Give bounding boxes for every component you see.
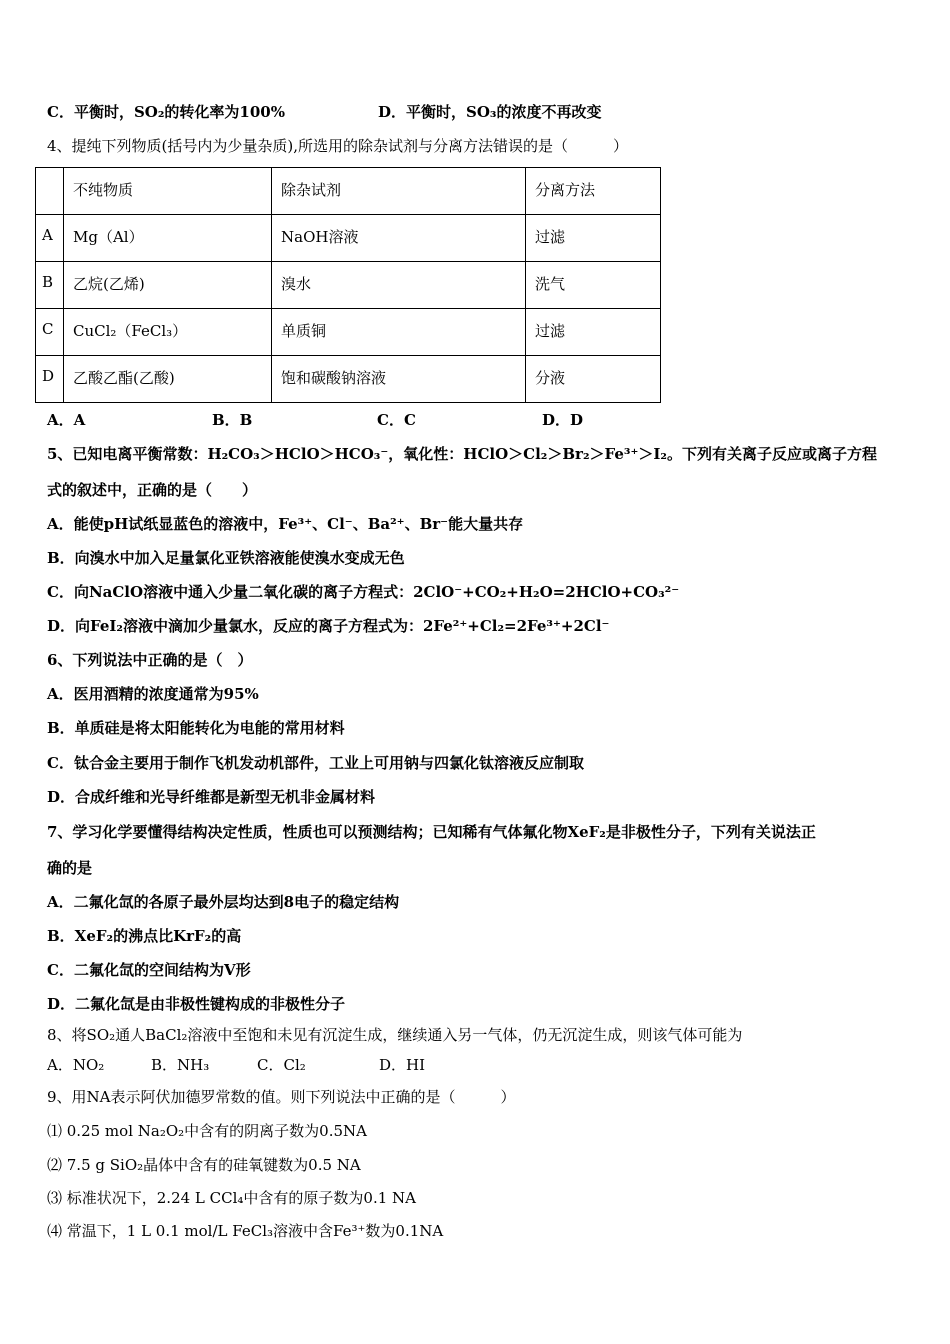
q6-stem: 6、下列说法中正确的是（ ） <box>47 651 253 669</box>
q7-stem-line1: 7、学习化学要懂得结构决定性质，性质也可以预测结构；已知稀有气体氟化物XeF₂是非极性分子，下列有关说法正 <box>47 823 816 841</box>
table-cell: B <box>36 262 64 309</box>
q4-table <box>35 167 661 403</box>
q7-stem-line2: 确的是 <box>47 859 93 877</box>
table-cell: C <box>36 309 64 356</box>
q6-option-b: B．单质硅是将太阳能转化为电能的常用材料 <box>47 719 345 737</box>
table-header-cell: 除杂试剂 <box>272 168 526 215</box>
q5-option-c: C．向NaClO溶液中通入少量二氧化碳的离子方程式：2ClO⁻+CO₂+H₂O=2HClO+CO₃²⁻ <box>47 583 680 601</box>
q7-option-a: A．二氟化氙的各原子最外层均达到8电子的稳定结构 <box>47 893 400 911</box>
q5-stem-line2: 式的叙述中，正确的是（ ） <box>47 481 258 499</box>
table-header-cell: 分离方法 <box>526 168 661 215</box>
q8-option-b: B．NH₃ <box>151 1056 210 1074</box>
table-cell: 乙酸乙酯(乙酸) <box>64 356 272 403</box>
q7-option-c: C．二氟化氙的空间结构为V形 <box>47 961 251 979</box>
table-row <box>36 262 661 309</box>
q4-option-d: D．D <box>542 411 584 429</box>
table-cell: 洗气 <box>526 262 661 309</box>
q8-options <box>47 1055 425 1075</box>
q9-stem: 9、用NA表示阿伏加德罗常数的值。则下列说法中正确的是（ ） <box>47 1088 516 1106</box>
table-header-cell: 不纯物质 <box>64 168 272 215</box>
q8-option-a: A．NO₂ <box>47 1056 105 1074</box>
table-cell: 分液 <box>526 356 661 403</box>
table-cell: 饱和碳酸钠溶液 <box>272 356 526 403</box>
q8-stem: 8、将SO₂通人BaCl₂溶液中至饱和未见有沉淀生成，继续通入另一气体，仍无沉淀生成，则该气体可能为 <box>47 1026 743 1044</box>
table-row <box>36 356 661 403</box>
q5-option-b: B．向溴水中加入足量氯化亚铁溶液能使溴水变成无色 <box>47 549 405 567</box>
table-row <box>36 309 661 356</box>
q4-option-a: A．A <box>47 411 86 429</box>
q9-statement-4: ⑷ 常温下，1 L 0.1 mol/L FeCl₃溶液中含Fe³⁺数为0.1NA <box>47 1222 444 1240</box>
q4-options <box>47 410 583 430</box>
q8-option-d: D．HI <box>379 1056 426 1074</box>
table-cell: NaOH溶液 <box>272 215 526 262</box>
q5-option-a: A．能使pH试纸显蓝色的溶液中，Fe³⁺、Cl⁻、Ba²⁺、Br⁻能大量共存 <box>47 515 524 533</box>
table-cell: 单质铜 <box>272 309 526 356</box>
q7-option-d: D．二氟化氙是由非极性键构成的非极性分子 <box>47 995 346 1013</box>
q5-option-d: D．向FeI₂溶液中滴加少量氯水，反应的离子方程式为：2Fe²⁺+Cl₂=2Fe³⁺+2Cl⁻ <box>47 617 610 635</box>
q9-statement-1: ⑴ 0.25 mol Na₂O₂中含有的阴离子数为0.5NA <box>47 1122 367 1140</box>
table-header-row <box>36 168 661 215</box>
q4-option-b: B．B <box>212 411 253 429</box>
table-cell: 乙烷(乙烯) <box>64 262 272 309</box>
q5-stem-line1: 5、已知电离平衡常数：H₂CO₃＞HClO＞HCO₃⁻，氧化性：HClO＞Cl₂＞Br₂＞Fe³⁺＞I₂。下列有关离子反应或离子方程 <box>47 445 877 463</box>
q9-statement-3: ⑶ 标准状况下，2.24 L CCl₄中含有的原子数为0.1 NA <box>47 1189 417 1207</box>
q3-option-d: D．平衡时，SO₃的浓度不再改变 <box>378 103 602 121</box>
q6-option-a: A．医用酒精的浓度通常为95% <box>47 685 259 703</box>
q4-stem: 4、提纯下列物质(括号内为少量杂质),所选用的除杂试剂与分离方法错误的是（ ） <box>47 137 629 155</box>
q4-option-c: C．C <box>377 411 416 429</box>
table-cell: Mg（Al） <box>64 215 272 262</box>
q9-statement-2: ⑵ 7.5 g SiO₂晶体中含有的硅氧键数为0.5 NA <box>47 1156 361 1174</box>
q3-option-c: C．平衡时，SO₂的转化率为100% <box>47 103 285 121</box>
table-row <box>36 215 661 262</box>
q6-option-d: D．合成纤维和光导纤维都是新型无机非金属材料 <box>47 788 376 806</box>
table-cell: D <box>36 356 64 403</box>
table-cell: CuCl₂（FeCl₃） <box>64 309 272 356</box>
table-cell <box>36 168 64 215</box>
q7-option-b: B．XeF₂的沸点比KrF₂的高 <box>47 927 242 945</box>
q8-option-c: C．Cl₂ <box>257 1056 306 1074</box>
table-cell: 过滤 <box>526 215 661 262</box>
table-cell: 过滤 <box>526 309 661 356</box>
table-cell: A <box>36 215 64 262</box>
q6-option-c: C．钛合金主要用于制作飞机发动机部件，工业上可用钠与四氯化钛溶液反应制取 <box>47 754 584 772</box>
table-cell: 溴水 <box>272 262 526 309</box>
